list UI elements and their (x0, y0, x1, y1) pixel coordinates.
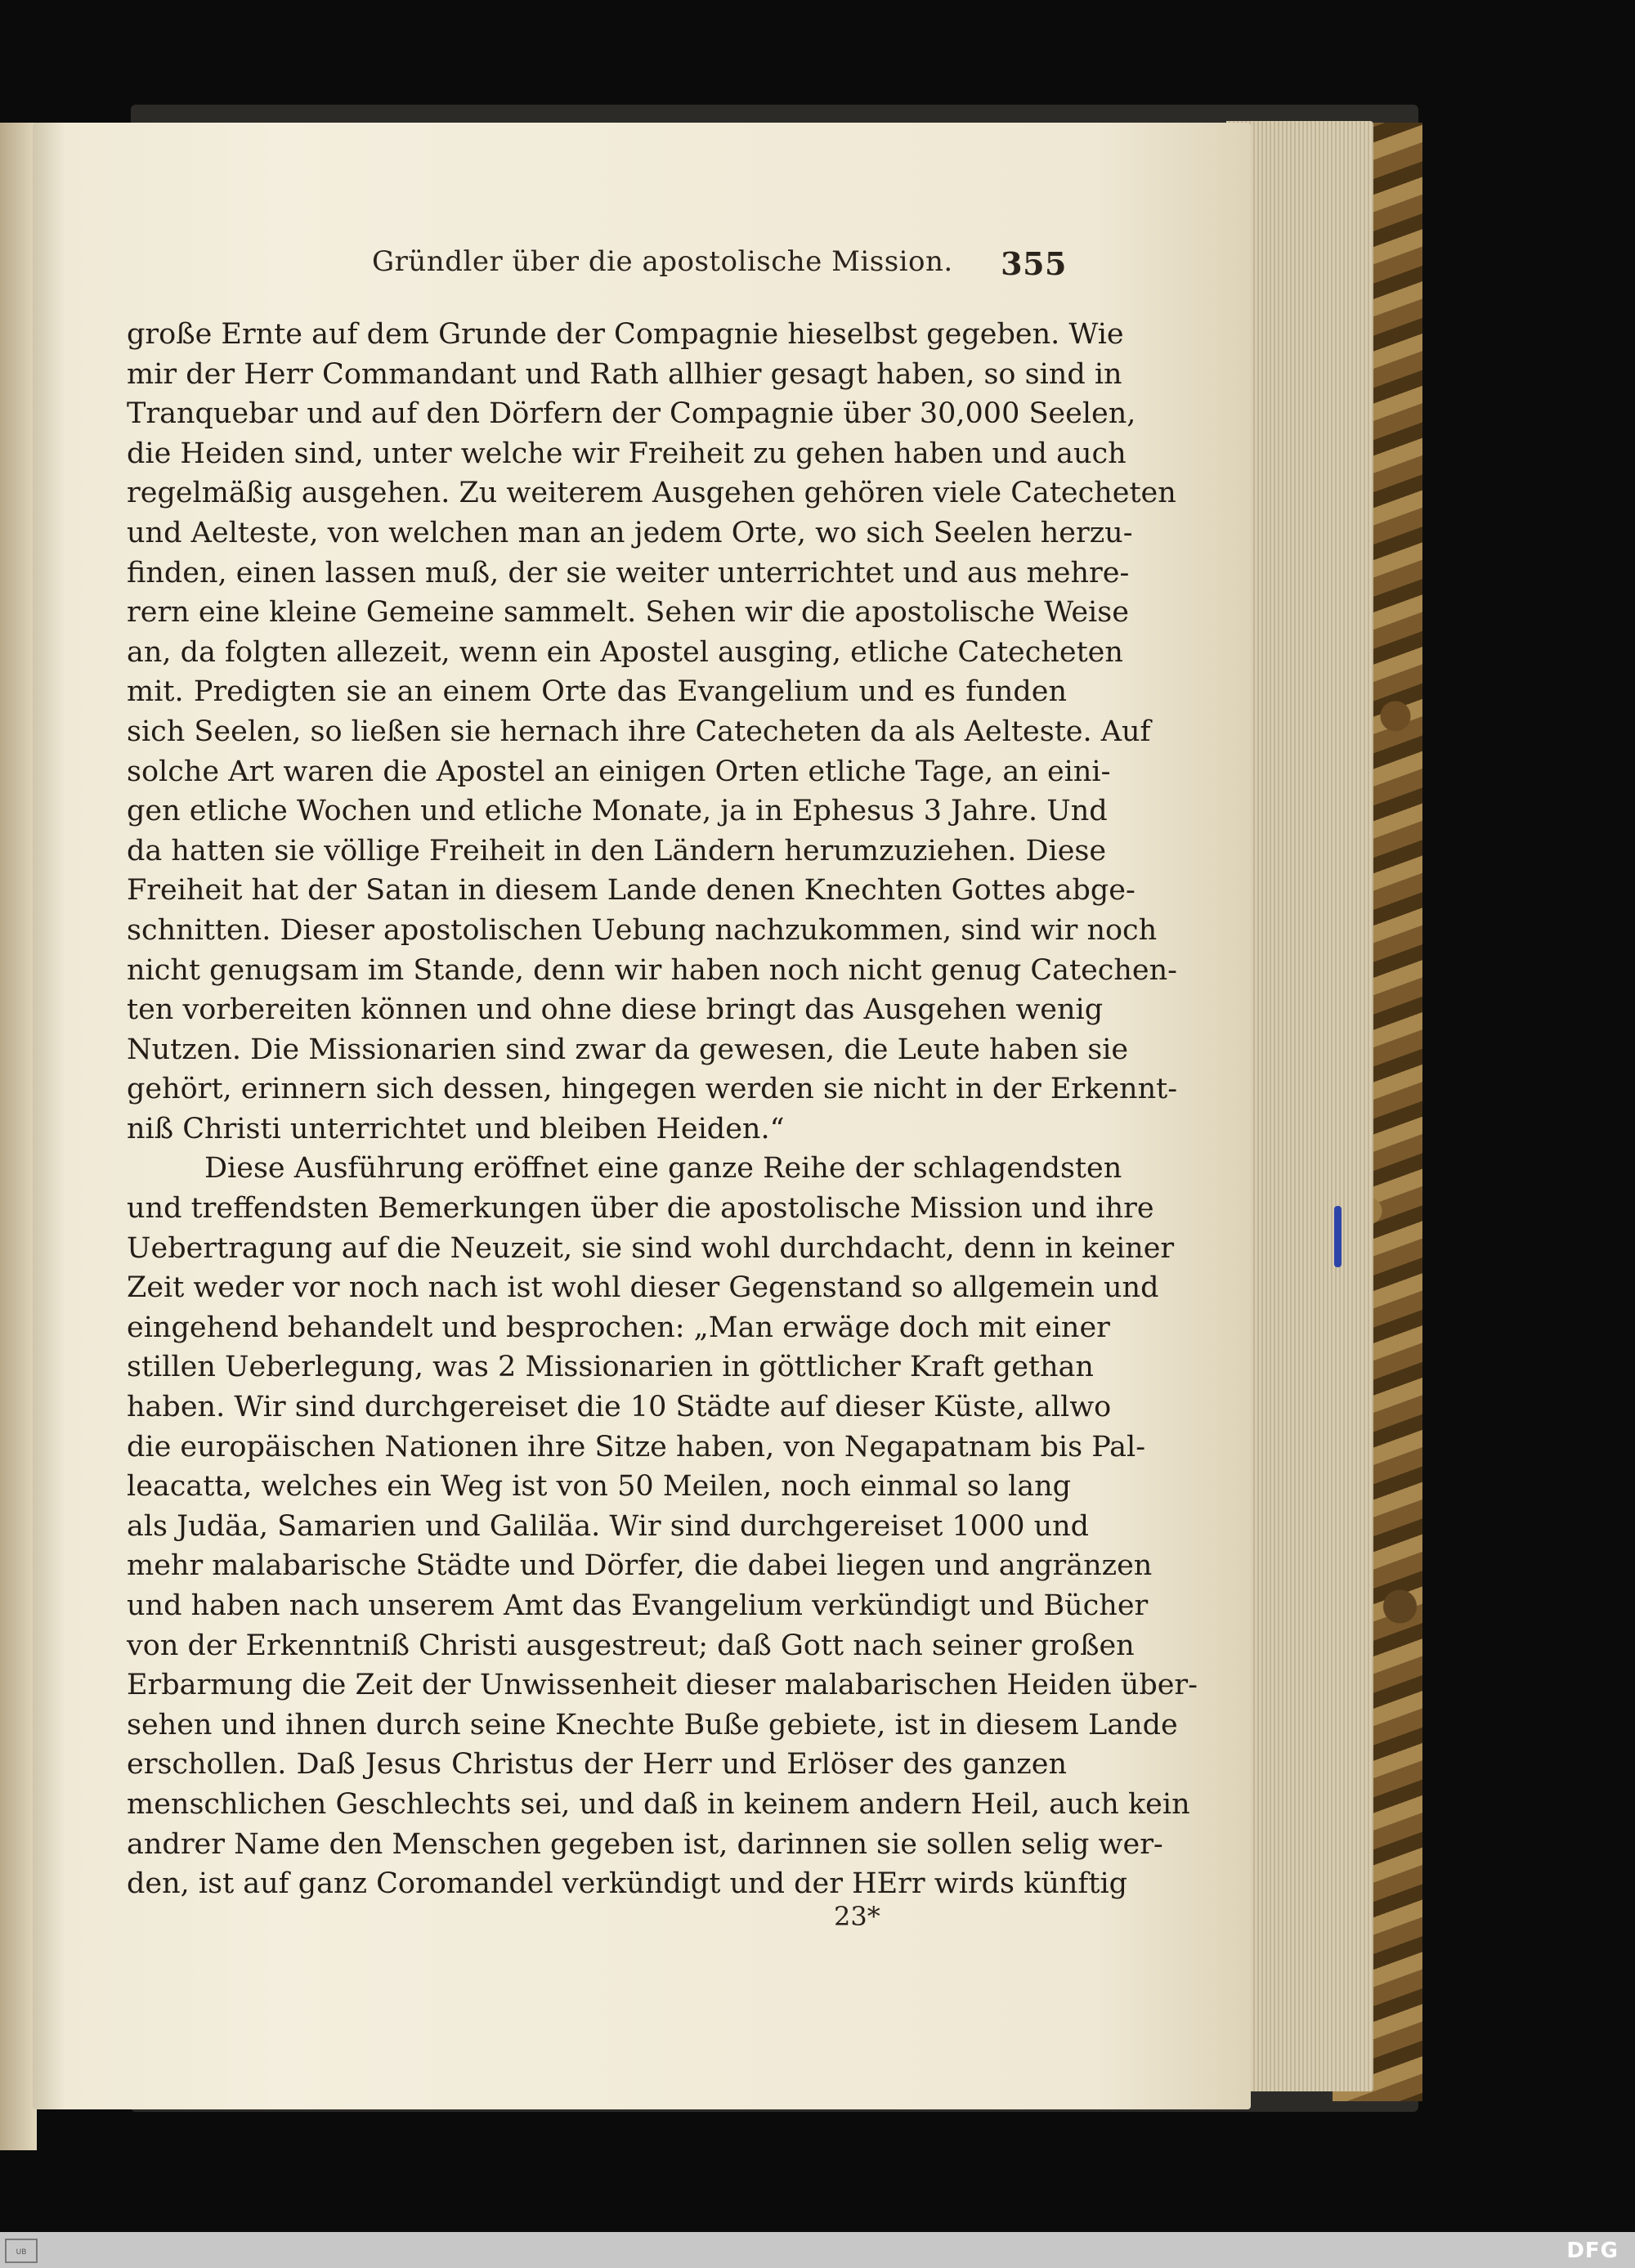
text-line: ten vorbereiten können und ohne diese bringt das Ausgehen wenig (127, 993, 1104, 1027)
text-line: große Ernte auf dem Grunde der Compagnie hieselbst gegeben. Wie (127, 318, 1124, 351)
text-line: menschlichen Geschlechts sei, und daß in keinem andern Heil, auch kein (127, 1787, 1190, 1821)
text-line: Nutzen. Die Missionarien sind zwar da gewesen, die Leute haben sie (127, 1033, 1129, 1066)
running-head (127, 245, 1067, 282)
text-line: nicht genugsam im Stande, denn wir haben noch nicht genug Catechen- (127, 953, 1178, 987)
text-line: niß Christi unterrichtet und bleiben Heiden.“ (127, 1112, 785, 1145)
text-line: sich Seelen, so ließen sie hernach ihre Catecheten da als Aelteste. Auf (127, 715, 1151, 748)
text-line: an, da folgten allezeit, wenn ein Apostel ausging, etliche Catecheten (127, 635, 1123, 669)
text-line: Freiheit hat der Satan in diesem Lande denen Knechten Gottes abge- (127, 874, 1136, 908)
text-line: mir der Herr Commandant und Rath allhier gesagt haben, so sind in (127, 357, 1122, 391)
text-line: die europäischen Nationen ihre Sitze haben, von Negapatnam bis Pal- (127, 1430, 1146, 1463)
text-line: solche Art waren die Apostel an einigen Orten etliche Tage, an eini- (127, 755, 1111, 788)
library-logo: UB (5, 2239, 38, 2263)
text-line: als Judäa, Samarien und Galiläa. Wir sind durchgereiset 1000 und (127, 1509, 1090, 1543)
text-line: stillen Ueberlegung, was 2 Missionarien in göttlicher Kraft gethan (127, 1351, 1094, 1384)
text-line: die Heiden sind, unter welche wir Freiheit zu gehen haben und auch (127, 437, 1127, 470)
text-line: rern eine kleine Gemeine sammelt. Sehen wir die apostolische Weise (127, 596, 1129, 630)
running-title: Gründler über die apostolische Mission. (372, 245, 953, 278)
text-line: gehört, erinnern sich dessen, hingegen werden sie nicht in der Erkennt- (127, 1073, 1178, 1106)
text-line: Diese Ausführung eröffnet eine ganze Reihe der schlagendsten (204, 1152, 1122, 1186)
facing-page-edge (0, 123, 37, 2150)
text-line: da hatten sie völlige Freiheit in den Ländern herumzuziehen. Diese (127, 834, 1107, 867)
text-line: und Aelteste, von welchen man an jedem Orte, wo sich Seelen herzu- (127, 516, 1133, 549)
bookmark-ribbon-mark (1334, 1206, 1342, 1267)
text-line: Tranquebar und auf den Dörfern der Compagnie über 30,000 Seelen, (127, 397, 1136, 431)
text-line: sehen und ihnen durch seine Knechte Buße gebiete, ist in diesem Lande (127, 1708, 1178, 1741)
text-line: und haben nach unserem Amt das Evangelium verkündigt und Bücher (127, 1589, 1149, 1622)
text-line: leacatta, welches ein Weg ist von 50 Meilen, noch einmal so lang (127, 1470, 1072, 1504)
text-line: Uebertragung auf die Neuzeit, sie sind wohl durchdacht, denn in keiner (127, 1231, 1175, 1265)
page-number: 355 (1001, 245, 1067, 282)
text-line: den, ist auf ganz Coromandel verkündigt und der HErr wirds künftig (127, 1867, 1128, 1901)
text-line: haben. Wir sind durchgereiset die 10 Städte auf dieser Küste, allwo (127, 1391, 1112, 1424)
viewer-footer-bar (0, 2232, 1635, 2268)
text-line: und treffendsten Bemerkungen über die apostolische Mission und ihre (127, 1192, 1154, 1226)
dfg-logo: DFG (1566, 2239, 1619, 2263)
text-line: finden, einen lassen muß, der sie weiter unterrichtet und aus mehre- (127, 556, 1130, 589)
text-line: Zeit weder vor noch nach ist wohl dieser Gegenstand so allgemein und (127, 1271, 1159, 1305)
text-line: erschollen. Daß Jesus Christus der Herr und Erlöser des ganzen (127, 1748, 1067, 1782)
text-line: gen etliche Wochen und etliche Monate, ja in Ephesus 3 Jahre. Und (127, 795, 1108, 828)
signature-mark: 23* (834, 1901, 880, 1932)
text-line: mit. Predigten sie an einem Orte das Evangelium und es funden (127, 675, 1067, 709)
text-line: mehr malabarische Städte und Dörfer, die dabei liegen und angränzen (127, 1549, 1153, 1583)
text-line: schnitten. Dieser apostolischen Uebung nachzukommen, sind wir noch (127, 913, 1158, 947)
body-text (127, 315, 1198, 1904)
text-line: andrer Name den Menschen gegeben ist, darinnen sie sollen selig wer- (127, 1827, 1163, 1861)
text-line: von der Erkenntniß Christi ausgestreut; daß Gott nach seiner großen (127, 1629, 1135, 1662)
text-line: eingehend behandelt und besprochen: „Man erwäge doch mit einer (127, 1311, 1110, 1344)
text-line: Erbarmung die Zeit der Unwissenheit dieser malabarischen Heiden über- (127, 1669, 1198, 1702)
text-line: regelmäßig ausgehen. Zu weiterem Ausgehen gehören viele Catecheten (127, 477, 1176, 510)
